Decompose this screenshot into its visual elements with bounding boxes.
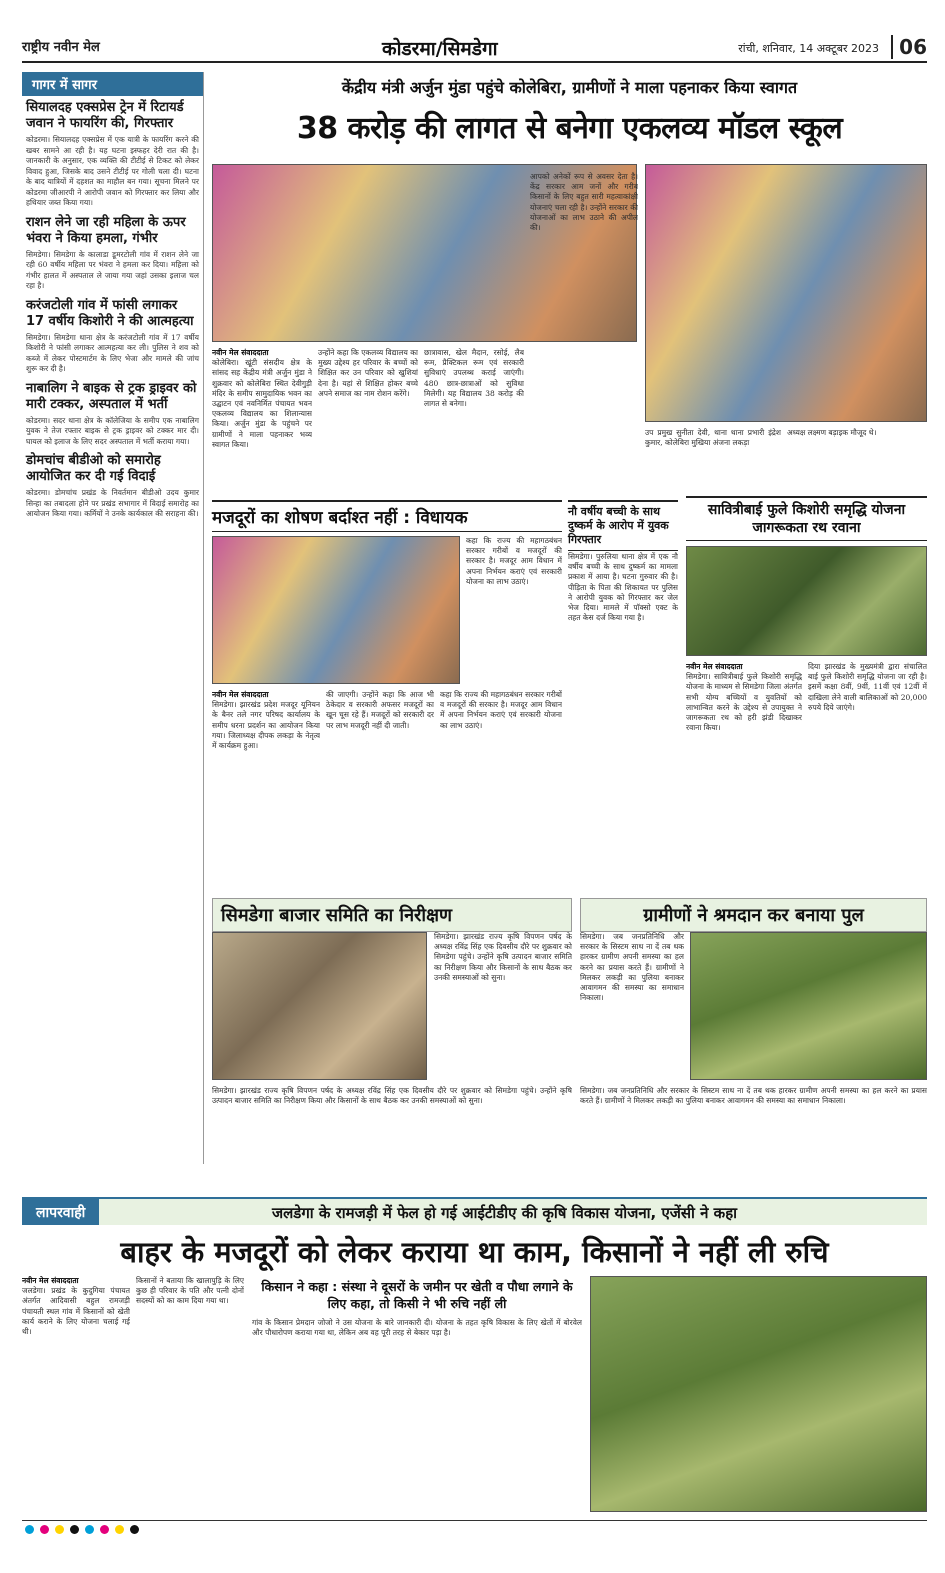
brief-text: सिमडेगा। सिमडेगा के कालाडा डूमरटोली गांव में राशन लेने जा रही 60 वर्षीय महिला पर भंवरा ने हमला कर दिया। महिला को गंभीर हालत में अस्पताल ले जाया गया जहां उसका इलाज चल रहा है। (26, 249, 199, 290)
footer-color-bar (22, 1520, 927, 1534)
brief-text: सिमडेगा। सिमडेगा थाना क्षेत्र के करंजटोली गांव में 17 वर्षीय किशोरी ने फांसी लगाकर आत्महत्या कर ली। पुलिस ने शव को कब्जे में लेकर पोस्टमार्टम के लिए भेजा और मामले की जांच शुरू कर दी है। (26, 332, 199, 373)
lead-column (424, 348, 524, 494)
brief-headline: सियालदह एक्सप्रेस ट्रेन में रिटायर्ड जवान ने फायरिंग की, गिरफ्तार (26, 100, 184, 131)
girl-story-headline: नौ वर्षीय बच्ची के साथ दुष्कर्म के आरोप में युवक गिरफ्तार (568, 500, 678, 551)
savitri-photo (686, 546, 927, 656)
lead-kicker: केंद्रीय मंत्री अर्जुन मुंडा पहुंचे कोलेबिरा, ग्रामीणों ने माला पहनाकर किया स्वागत (341, 78, 798, 97)
bottom-column: गांव के किसान प्रेमदान जोजो ने उस योजना के बारे जानकारी दी। योजना के तहत कृषि विकास के लिए खेतों में बोरवेल और पौधारोपण कराया गया था, लेकिन अब वह पूरी तरह से बेकार पड़ा है। (252, 1318, 582, 1338)
lead-photo-caption: उप प्रमुख सुनीता देवी, थाना थाना प्रभारी इंद्रेश कुमार, कोलेबिरा मुखिया अंजना लकड़ा (645, 428, 781, 448)
bridge-headline: ग्रामीणों ने श्रमदान कर बनाया पुल (580, 898, 927, 932)
bottom-photo (590, 1276, 927, 1512)
registration-dot (85, 1525, 94, 1534)
lead-byline: नवीन मेल संवाददाता (212, 348, 269, 357)
lead-text-col1: कोलेबिरा। खूंटी संसदीय क्षेत्र के सांसद सह केंद्रीय मंत्री अर्जुन मुंडा ने शुक्रवार को कोलेबिरा स्थित देवीगुड़ी मंदिर के समीप सामुदायिक भवन का उद्घाटन एवं नवनिर्मित पंचायत भवन एकलव्य विद्यालय का शिलान्यास किया। अर्जुन मुंडा के पहुंचने पर ग्रामीणों ने माला पहनाकर भव्य स्वागत किया। (212, 358, 312, 449)
brief-headline: डोमचांच बीडीओ को समारोह आयोजित कर दी गई विदाई (26, 453, 161, 484)
brief-item (22, 211, 203, 294)
registration-dot (100, 1525, 109, 1534)
market-text-continued: सिमडेगा। झारखंड राज्य कृषि विपणन पर्षद के अध्यक्ष रविंद्र सिंह एक दिवसीय दौरे पर शुक्रवार को सिमडेगा पहुंचे। उन्होंने कृषि उत्पादन बाजार समिति का निरीक्षण किया और किसानों के साथ बैठक कर उनकी समस्याओं को सुना। (212, 1086, 572, 1106)
registration-dot (40, 1525, 49, 1534)
savitri-column: नवीन मेल संवाददाता सिमडेगा। सावित्रीबाई फुले किशोरी समृद्धि योजना के माध्यम से सिमडेगा जिला अंतर्गत सभी योग्य बच्चियों व युवतियों को लाभान्वित करने के उद्देश्य से उपायुक्त ने जागरूकता रथ को हरी झंडी दिखाकर रवाना किया। (686, 662, 802, 733)
mla-column: कहा कि राज्य की महागठबंधन सरकार गरीबों व मजदूरों की सरकार है। मजदूर आम विधान में अपना निर्भयन कराएं एवं सरकारी योजना का लाभ उठाएं। (466, 536, 562, 586)
lead-text-col4: आपको अनेकों रूप से अवसर देता है। केंद्र सरकार आम जनों और गरीब किसानों के लिए बहुत सारी महत्वाकांक्षी योजनाएं चला रही है। उन्होंने सरकार की योजनाओं का लाभ उठाने की अपील की। (530, 172, 638, 233)
savitri-headline: सावित्रीबाई फुले किशोरी समृद्धि योजना जागरूकता रथ रवाना (686, 496, 927, 541)
brief-text: कोडरमा। सदर थाना क्षेत्र के कॉलेजिया के समीप एक नाबालिग युवक ने तेज रफ्तार बाइक से ट्रक ड्राइवर को टक्कर मार दी। घायल को इलाज के लिए सदर अस्पताल में भर्ती कराया गया। (26, 415, 199, 446)
girl-story-text: सिमडेगा। पुरुलिया थाना क्षेत्र में एक नौ वर्षीय बच्ची के साथ दुष्कर्म का मामला प्रकाश में आया है। घटना गुरुवार की है। पीड़िता के पिता की शिकायत पर पुलिस ने आरोपी युवक को गिरफ्तार कर जेल भेज दिया। मामले में पॉक्सो एक्ट के तहत केस दर्ज किया गया है। (568, 552, 678, 623)
bottom-headline: बाहर के मजदूरों को लेकर कराया था काम, किसानों ने नहीं ली रुचि (120, 1235, 829, 1269)
brief-section-tag: गागर में सागर (22, 72, 203, 96)
bottom-column: नवीन मेल संवाददाता जलडेगा। प्रखंड के कुदुगिया पंचायत अंतर्गत आदिवासी बहुल रामजड़ी पंचायती स्थल गांव में किसानों को खेती कार्य कराने के लिए योजना चलाई गई थी। (22, 1276, 130, 1337)
masthead (22, 33, 927, 63)
bottom-kicker: जलडेगा के रामजड़ी में फेल हो गई आईटीडीए की कृषि विकास योजना, एजेंसी ने कहा (272, 1204, 738, 1222)
mla-column: कहा कि राज्य की महागठबंधन सरकार गरीबों व मजदूरों की सरकार है। मजदूर आम विधान में अपना निर्भयन कराएं एवं सरकारी योजना का लाभ उठाएं। (440, 690, 562, 730)
brief-text: कोडरमा। सियालदह एक्सप्रेस में एक यात्री के फायरिंग करने की खबर सामने आ रही है। यह घटना इस्फहर देरी रात की है। जानकारी के अनुसार, एक व्यक्ति की टीटीई से टिकट को लेकर विवाद हुआ, जिसके बाद उसने टीटीई पर गोली चला दी। घटना के बाद यात्रियों में दहशत का माहौल बन गया। सूचना मिलने पर कोडरमा जीआरपी ने आरोपी जवान को गिरफ्तार कर लिया और हथियार जब्त किया गया। (26, 135, 199, 207)
market-text: सिमडेगा। झारखंड राज्य कृषि विपणन पर्षद के अध्यक्ष रविंद्र सिंह एक दिवसीय दौरे पर शुक्रवार को सिमडेगा पहुंचे। उन्होंने कृषि उत्पादन बाजार समिति का निरीक्षण किया और किसानों के साथ बैठक कर उनकी समस्याओं को सुना। (434, 932, 572, 982)
left-brief-column (22, 72, 204, 1164)
brief-item (22, 294, 203, 377)
bridge-text-continued: सिमडेगा। जब जनप्रतिनिधि और सरकार के सिस्टम साथ ना दें तब थक हारकर ग्रामीण अपनी समस्या का हल करने का प्रयास करते हैं। ग्रामीणों ने मिलकर लकड़ी का पुलिया बनाकर आवागमन की समस्या का समाधान निकाला। (580, 1086, 927, 1106)
mla-column: नवीन मेल संवाददाता सिमडेगा। झारखंड प्रदेश मजदूर यूनियन के बैनर तले नगर परिषद कार्यालय के समीप धरना प्रदर्शन का आयोजन किया गया। जिलाध्यक्ष दीपक लकड़ा के नेतृत्व में कार्यक्रम हुआ। (212, 690, 320, 751)
lead-column (212, 348, 312, 494)
lead-column (530, 172, 638, 494)
bottom-section-tag: लापरवाही (22, 1199, 99, 1225)
lead-column (318, 348, 418, 494)
lead-text-col3: छात्रावास, खेल मैदान, रसोई, लैब रूम, प्रैक्टिकल रूम एवं सरकारी सुविधाएं उपलब्ध कराई जाएंगी। 480 छात्र-छात्राओं को सुविधा मिलेगी। यह विद्यालय 38 करोड़ की लागत से बनेगा। (424, 348, 524, 409)
market-photo (212, 932, 427, 1080)
registration-dot (70, 1525, 79, 1534)
bottom-sub-headline: किसान ने कहा : संस्था ने दूसरों के जमीन पर खेती व पौधा लगाने के लिए कहा, तो किसी ने भी रुचि नहीं ली (261, 1279, 573, 1311)
bottom-section-ribbon (22, 1197, 927, 1225)
section-title: कोडरमा/सिमडेगा (382, 38, 498, 60)
lead-headline: 38 करोड़ की लागत से बनेगा एकलव्य मॉडल स्कूल (296, 111, 843, 146)
market-headline: सिमडेगा बाजार समिति का निरीक्षण (212, 898, 572, 932)
bridge-text: सिमडेगा। जब जनप्रतिनिधि और सरकार के सिस्टम साथ ना दें तब थक हारकर ग्रामीण अपनी समस्या का हल करने का प्रयास करते हैं। ग्रामीणों ने मिलकर लकड़ी का पुलिया बनाकर आवागमन की समस्या का समाधान निकाला। (580, 932, 684, 1003)
brief-item (22, 96, 203, 211)
bridge-photo (690, 932, 927, 1080)
registration-dot (115, 1525, 124, 1534)
page-number: 06 (891, 35, 927, 59)
brief-item (22, 449, 203, 522)
mla-headline: मजदूरों का शोषण बर्दाश्त नहीं : विधायक (212, 500, 562, 532)
brief-item (22, 377, 203, 450)
savitri-column: दिया झारखंड के मुख्यमंत्री द्वारा संचालित बाई फुले किशोरी समृद्धि योजना जा रही है। इसमें कक्षा 8वीं, 9वीं, 11वीं एवं 12वीं में दाखिला लेने वाली बालिकाओं को 20,000 रुपये दिये जाएंगे। (808, 662, 927, 712)
bottom-column: किसानों ने बताया कि खालापुड़ि के लिए कुछ ही परिवार के पति और पत्नी दोनों सदस्यों को का काम दिया गया था। (136, 1276, 244, 1306)
registration-dot (25, 1525, 34, 1534)
mla-photo (212, 536, 460, 684)
lead-photo-collage (645, 164, 927, 422)
registration-dot (55, 1525, 64, 1534)
newspaper-logo: राष्ट्रीय नवीन मेल (22, 40, 100, 55)
dateline: रांची, शनिवार, 14 अक्टूबर 2023 (738, 42, 879, 55)
registration-dot (130, 1525, 139, 1534)
mla-column: की जाएगी। उन्होंने कहा कि आज भी ठेकेदार व सरकारी अफसर मजदूरों का खून चूस रहे हैं। मजदूरों को सरकारी दर पर लाभ मजदूरी नहीं दी जाती। (326, 690, 434, 730)
brief-text: कोडरमा। डोमचांच प्रखंड के निवर्तमान बीडीओ उदय कुमार सिन्हा का तबादला होने पर प्रखंड सभागार में विदाई समारोह का आयोजन किया गया। कर्मियों ने उनके कार्यकाल की सराहना की। (26, 488, 199, 518)
lead-text-col2: उन्होंने कहा कि एकलव्य विद्यालय का मुख्य उद्देश्य हर परिवार के बच्चों को शिक्षित कर उन परिवार को खुशियां देना है। यहां से शिक्षित होकर बच्चे अपने समाज का नाम रोशन करेंगे। (318, 348, 418, 398)
lead-photo-caption: अध्यक्ष लक्ष्मण बड़ाइक मौजूद थे। (787, 428, 877, 437)
brief-headline: करंजटोली गांव में फांसी लगाकर 17 वर्षीय किशोरी ने की आत्महत्या (26, 297, 194, 329)
brief-headline: राशन लेने जा रही महिला के ऊपर भंवरा ने किया हमला, गंभीर (26, 214, 186, 246)
brief-headline: नाबालिग ने बाइक से ट्रक ड्राइवर को मारी टक्कर, अस्पताल में भर्ती (26, 380, 197, 412)
